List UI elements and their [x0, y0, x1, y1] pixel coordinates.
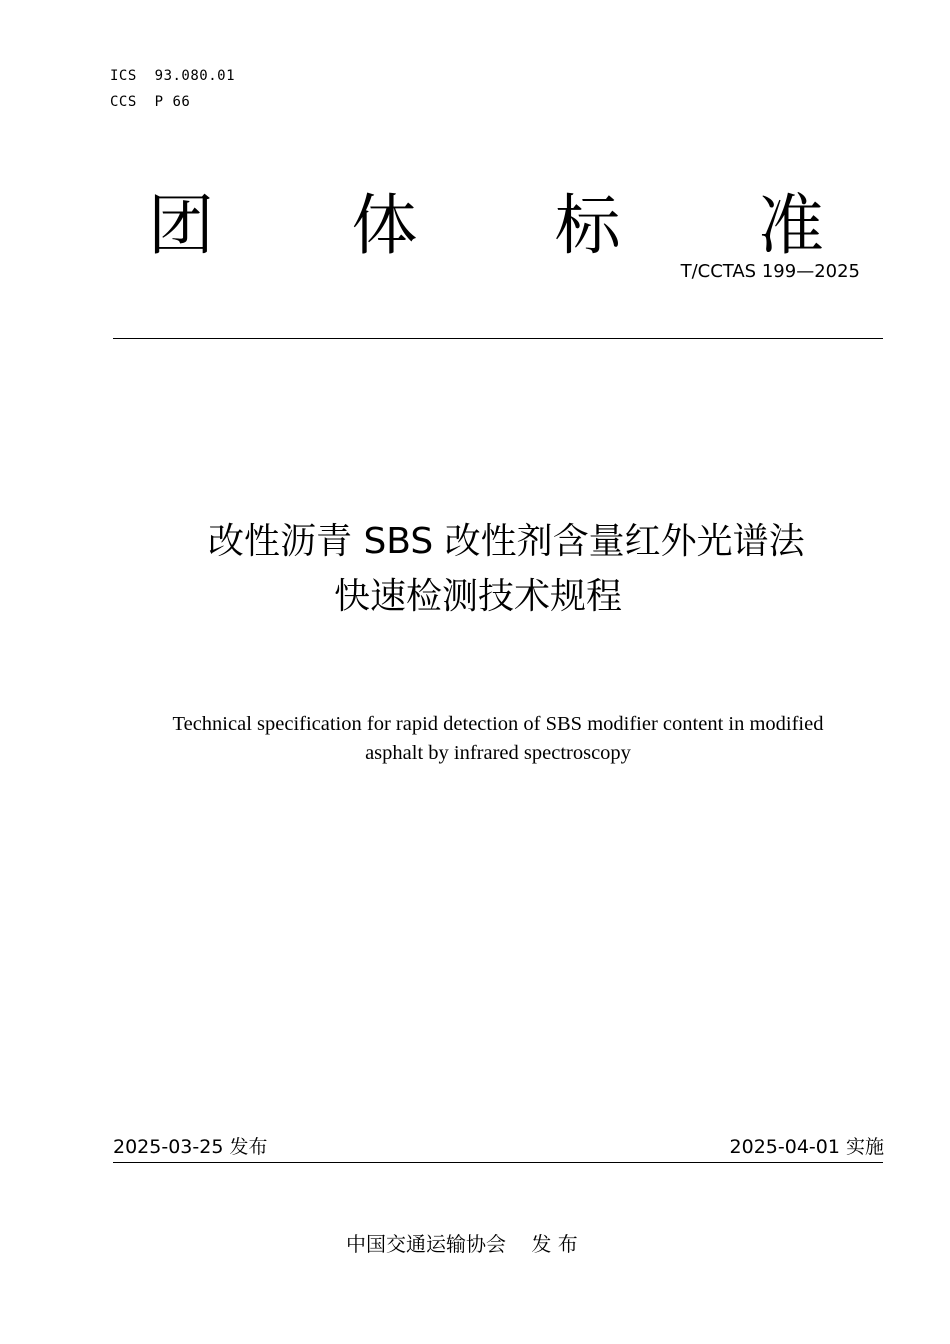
implementation-date: 2025-04-01 实施 — [729, 1136, 884, 1158]
header-divider — [113, 338, 883, 339]
publisher: 中国交通运输协会 发 布 — [346, 1232, 578, 1256]
chinese-title-line-1: 改性沥青 SBS 改性剂含量红外光谱法 — [208, 521, 805, 562]
standard-type-char: 体 — [351, 187, 418, 264]
standard-type-heading — [146, 186, 826, 266]
standard-type-char: 团 — [148, 187, 214, 264]
standard-type-char: 准 — [757, 187, 824, 264]
standard-type-char: 标 — [554, 187, 621, 264]
chinese-title-line-2: 快速检测技术规程 — [334, 576, 623, 617]
ccs-code: CCS P 66 — [110, 94, 191, 110]
standard-number: T/CCTAS 199—2025 — [680, 261, 860, 282]
ics-code: ICS 93.080.01 — [110, 68, 236, 84]
footer-divider — [113, 1162, 883, 1163]
english-title-line-1: Technical specification for rapid detection of SBS modifier content in modified — [172, 713, 824, 735]
english-title-line-2: asphalt by infrared spectroscopy — [365, 742, 631, 764]
publish-date: 2025-03-25 发布 — [113, 1136, 268, 1158]
